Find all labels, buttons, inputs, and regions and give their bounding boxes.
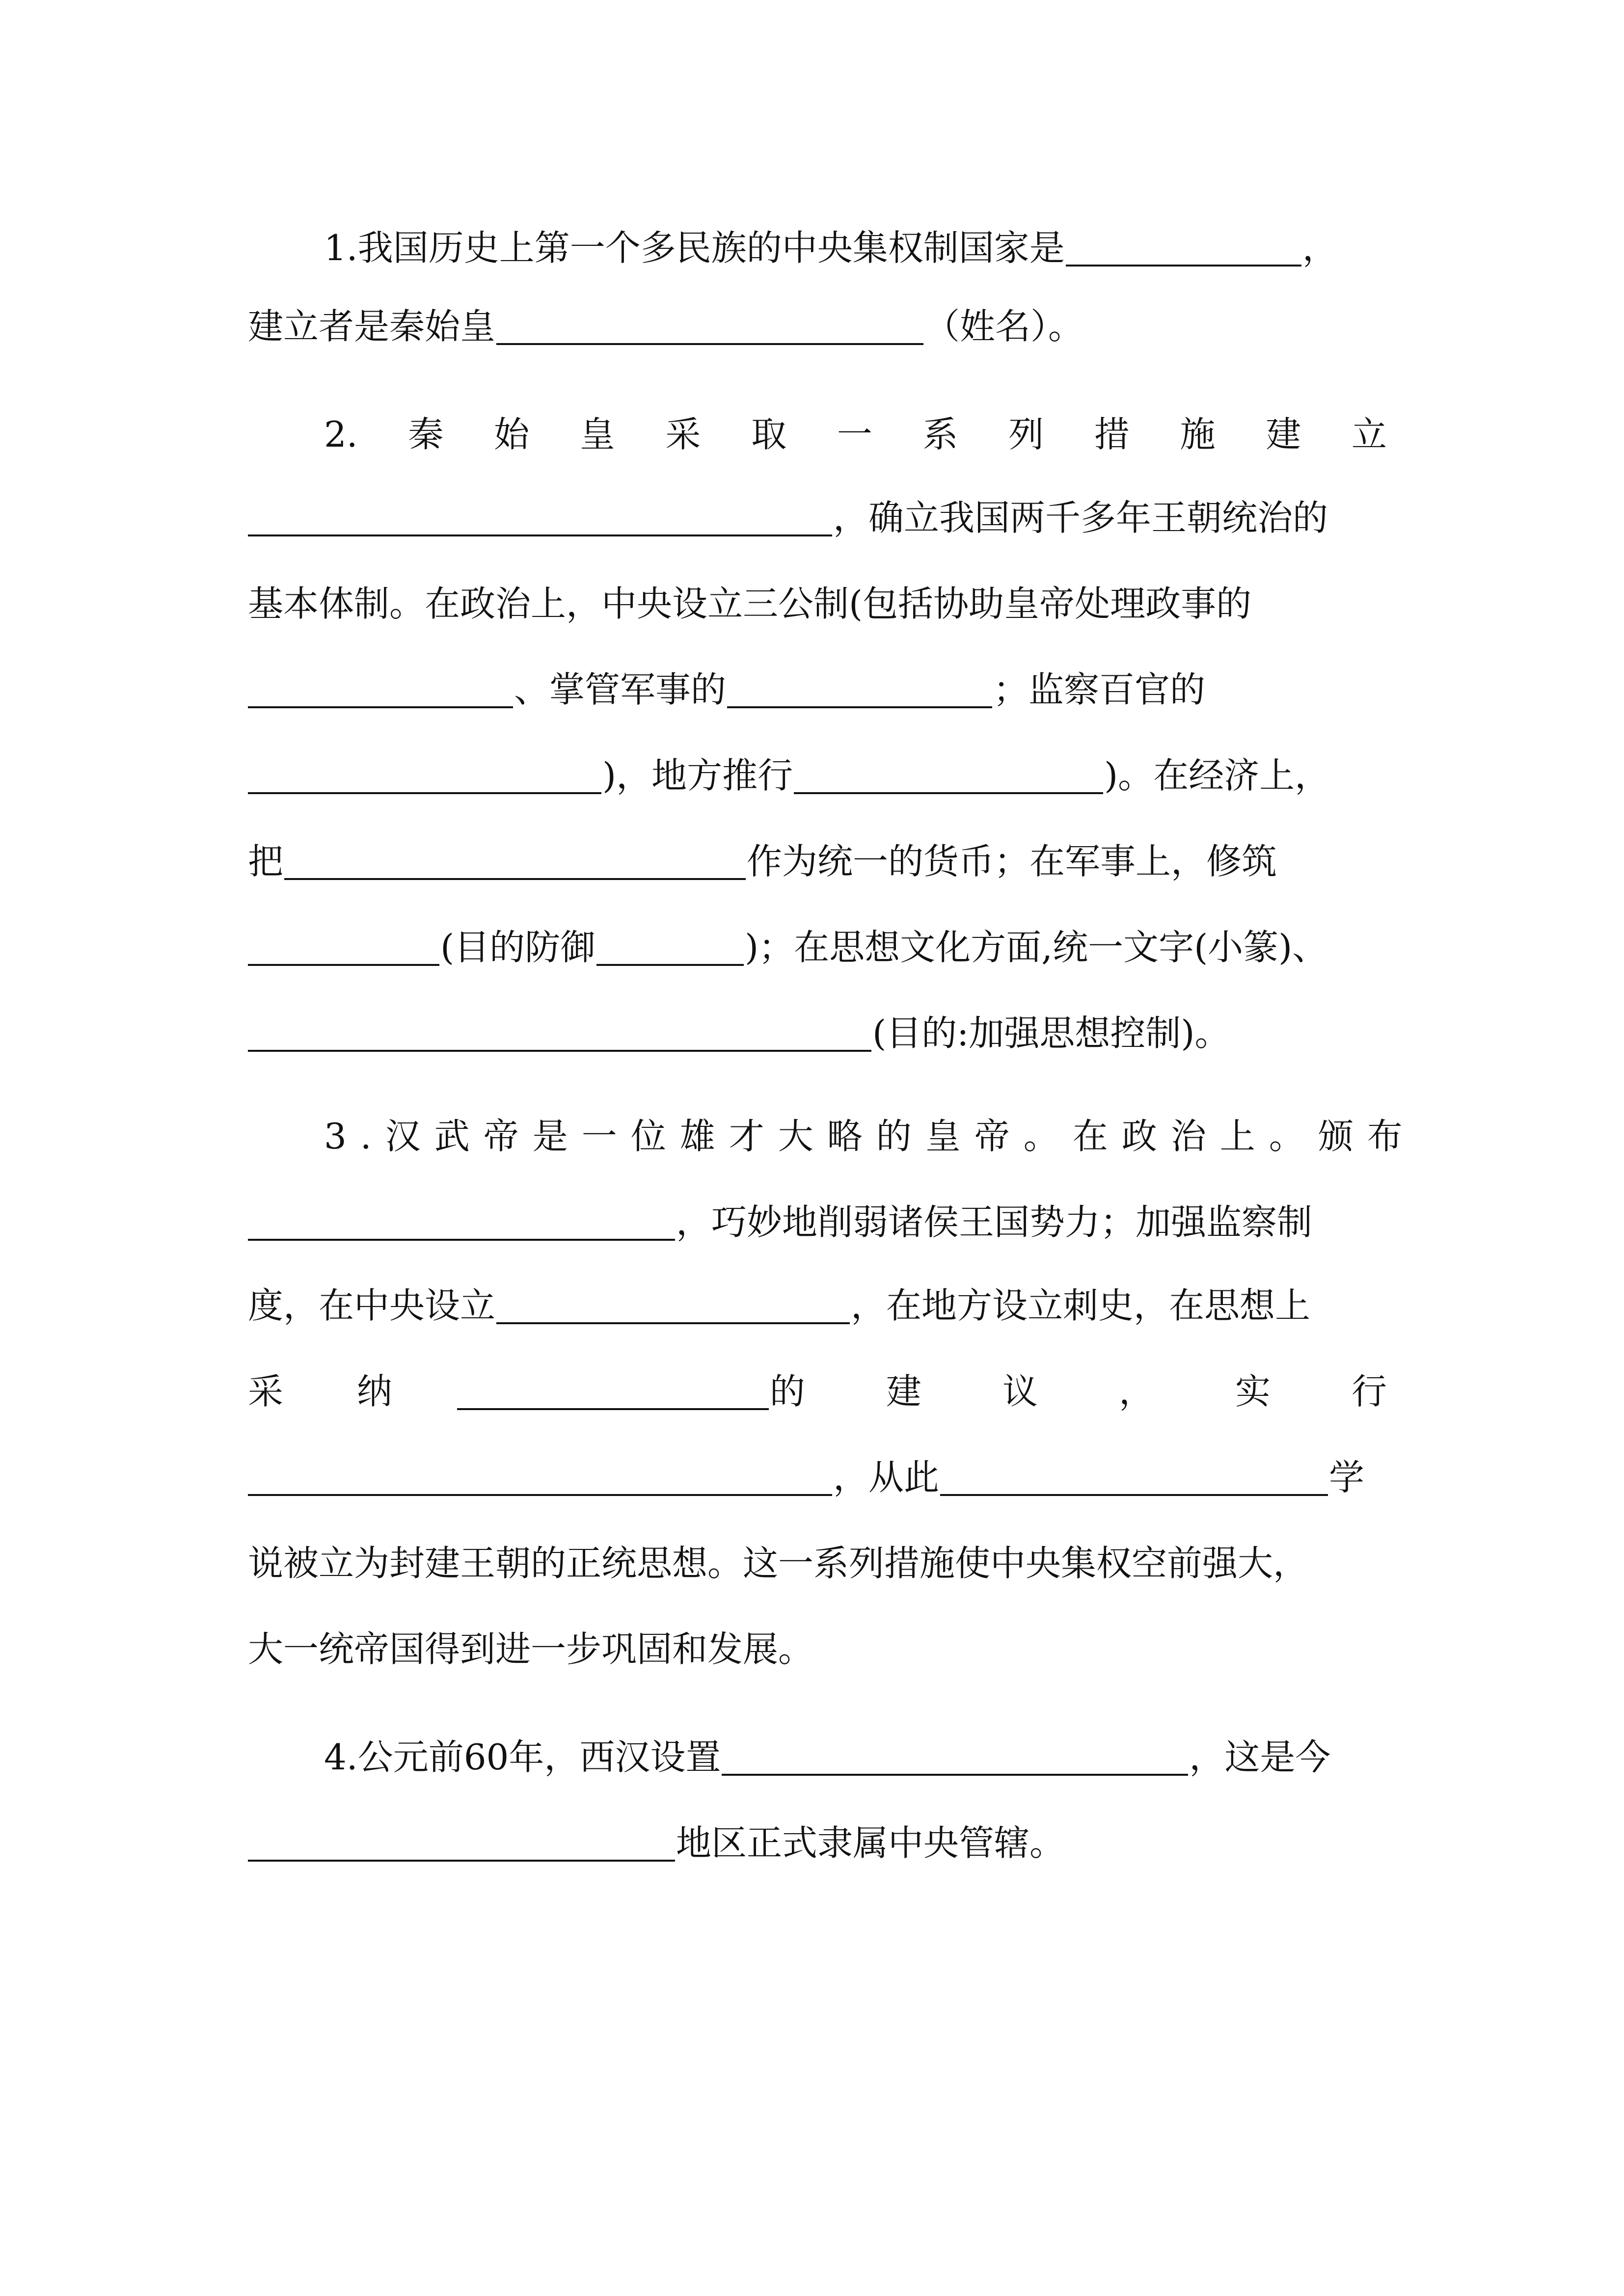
q2-text: (目的防御	[440, 927, 596, 968]
q2-blank-burning[interactable]	[248, 1015, 871, 1052]
q4-text: ，这是今	[1189, 1736, 1331, 1778]
q2-text: 作为统一的货币；在军事上，修筑	[747, 841, 1277, 882]
q2-text: )。在经济上，	[1104, 755, 1330, 796]
q3-blank-decree[interactable]	[248, 1203, 675, 1241]
q1-blank-name[interactable]	[496, 308, 923, 345]
q3-text: 学	[1329, 1457, 1365, 1498]
q3-text: 说被立为封建王朝的正统思想。这一系列措施使中央集权空前强大，	[248, 1543, 1309, 1584]
q3-char: 采	[248, 1371, 284, 1412]
q3-text: 3.汉武帝是一位雄才大略的皇帝。在政治上。颁布	[324, 1116, 1416, 1157]
q2-text: 把	[248, 841, 284, 882]
q2-line-8	[248, 1004, 1387, 1063]
q2-text: )，地方推行	[602, 755, 793, 796]
q2-char: 取	[751, 414, 787, 455]
q4-line-2	[248, 1814, 1387, 1872]
q2-line-4	[248, 660, 1387, 719]
q2-blank-censor[interactable]	[248, 757, 601, 794]
q3-blank-policy[interactable]	[248, 1459, 832, 1496]
q2-blank-military[interactable]	[727, 671, 992, 708]
q2-line-5	[248, 746, 1387, 805]
q2-blank-currency[interactable]	[284, 843, 746, 880]
q2-char: 施	[1180, 414, 1216, 455]
q3-text: 大一统帝国得到进一步巩固和发展。	[248, 1629, 814, 1670]
q1-text: 1.我国历史上第一个多民族的中央集权制国家是	[324, 227, 1065, 268]
q3-blank-advisor[interactable]	[457, 1373, 769, 1410]
q2-char: 采	[665, 414, 701, 455]
q3-blank-school[interactable]	[940, 1459, 1328, 1496]
q3-line-6	[248, 1534, 1387, 1593]
q3-line-2	[248, 1193, 1387, 1252]
q3-char: 纳	[357, 1371, 393, 1412]
q2-blank-defense[interactable]	[596, 929, 744, 966]
q4-text: 地区正式隶属中央管辖。	[676, 1822, 1065, 1864]
q4-blank-protectorate[interactable]	[722, 1738, 1188, 1776]
q4-text: 4.公元前60年，西汉设置	[324, 1736, 721, 1778]
q2-char: 皇	[579, 414, 615, 455]
q2-text: 、掌管军事的	[514, 669, 727, 710]
q2-blank-measures[interactable]	[248, 499, 832, 536]
q3-text: ，巧妙地削弱诸侯王国势力；加强监察制	[676, 1201, 1313, 1243]
q3-text: 度，在中央设立	[248, 1285, 496, 1326]
q3-text: ，在地方设立刺史，在思想上	[851, 1285, 1311, 1326]
q2-char: 始	[494, 414, 530, 455]
q1-line-2	[248, 297, 1387, 356]
q3-line-5	[248, 1448, 1387, 1507]
q4-line-1	[324, 1728, 1387, 1787]
q2-char: 建	[1266, 414, 1301, 455]
q3-char: 的	[769, 1371, 805, 1412]
q1-text: 建立者是秦始皇	[248, 306, 496, 347]
q1-text: （姓名）。	[924, 306, 1084, 347]
q2-char: 列	[1008, 414, 1044, 455]
q2-char: 一	[837, 414, 872, 455]
q2-blank-local-system[interactable]	[794, 757, 1103, 794]
q3-line-1	[324, 1107, 1416, 1166]
q2-text: 基本体制。在政治上，中央设立三公制(包括协助皇帝处理政事的	[248, 583, 1252, 624]
q2-blank-chancellor[interactable]	[248, 671, 513, 708]
q3-char: ，	[1118, 1371, 1154, 1412]
q2-text: (目的:加强思想控制)。	[872, 1013, 1230, 1054]
q2-char: 措	[1094, 414, 1130, 455]
q2-line-2	[248, 488, 1387, 547]
q3-blank-inspector[interactable]	[496, 1287, 850, 1324]
q3-char: 议	[1002, 1371, 1038, 1412]
q3-line-7	[248, 1620, 1387, 1679]
q3-text: ，从此	[833, 1457, 940, 1498]
q3-char: 建	[886, 1371, 921, 1412]
q2-char: 秦	[408, 414, 444, 455]
q2-line-1	[324, 405, 1387, 464]
q2-char: 系	[922, 414, 958, 455]
q3-char: 实	[1235, 1371, 1271, 1412]
q3-line-3	[248, 1276, 1387, 1335]
q1-blank-state[interactable]	[1066, 229, 1301, 267]
q2-char: 2.	[324, 414, 358, 455]
q2-text: ；监察百官的	[993, 669, 1206, 710]
q2-line-6	[248, 832, 1387, 891]
q2-text: )；在思想文化方面,统一文字(小篆)、	[745, 927, 1328, 968]
q2-line-7	[248, 918, 1387, 977]
q3-char: 行	[1351, 1371, 1387, 1412]
q2-blank-wall[interactable]	[248, 929, 439, 966]
q3-line-4	[248, 1362, 1387, 1421]
q1-text: ，	[1302, 227, 1338, 268]
q2-text: ，确立我国两千多年王朝统治的	[833, 497, 1328, 538]
q2-char: 立	[1351, 414, 1387, 455]
q4-blank-region[interactable]	[248, 1824, 675, 1862]
q1-line-1	[324, 218, 1387, 277]
q2-line-3	[248, 574, 1387, 633]
